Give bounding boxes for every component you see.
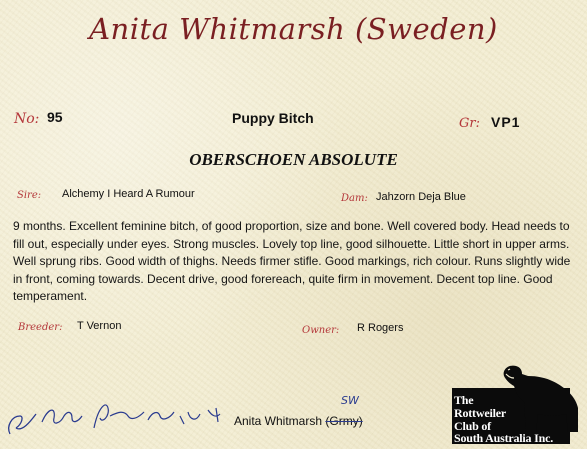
judge-printed-name (234, 414, 363, 428)
rottweiler-icon (498, 362, 582, 432)
judge-country-qualifier: (Grmy) (325, 414, 363, 428)
club-logo-line: South Australia Inc. (454, 431, 554, 445)
judge-name: Anita Whitmarsh (234, 414, 323, 428)
critique-text: 9 months. Excellent feminine bitch, of good proportion, size and bone. Well covered body. Head needs to fill out, especially under eyes. Strong muscles. Lovely top line, good silhouette. Little short in upper arms. Well sprung ribs. Good width of thighs. Needs firmer stifle. Good markings, rich colour. Runs slightly wide in front, coming towards. Decent drive, good forereach, quite firm in movement. Decent top line. Good temperament. (13, 219, 571, 304)
dam-label: Dam: (341, 193, 368, 204)
breeder-label: Breeder: (18, 322, 63, 333)
grade-label: Gr: (459, 116, 480, 131)
club-logo-line: The (454, 393, 474, 407)
entry-number-label: No: (14, 111, 40, 127)
owner-name: R Rogers (357, 322, 404, 334)
owner-label: Owner: (302, 325, 340, 336)
judge-signature (2, 386, 234, 446)
entry-number: 95 (47, 109, 63, 125)
sire-name: Alchemy I Heard A Rumour (62, 188, 195, 200)
judge-heading: Anita Whitmarsh (Sweden) (89, 12, 498, 46)
sire-label: Sire: (17, 190, 42, 201)
judge-handwritten-qualifier: SW (341, 394, 359, 407)
club-logo-line: Club of (454, 419, 491, 433)
dam-name: Jahzorn Deja Blue (376, 191, 466, 203)
club-logo-line: Rottweiler (454, 406, 506, 420)
class-name: Puppy Bitch (232, 110, 314, 126)
breeder-name: T Vernon (77, 320, 122, 332)
club-logo (444, 362, 582, 446)
dog-name: OBERSCHOEN ABSOLUTE (189, 150, 398, 169)
grade-value: VP1 (491, 114, 521, 130)
